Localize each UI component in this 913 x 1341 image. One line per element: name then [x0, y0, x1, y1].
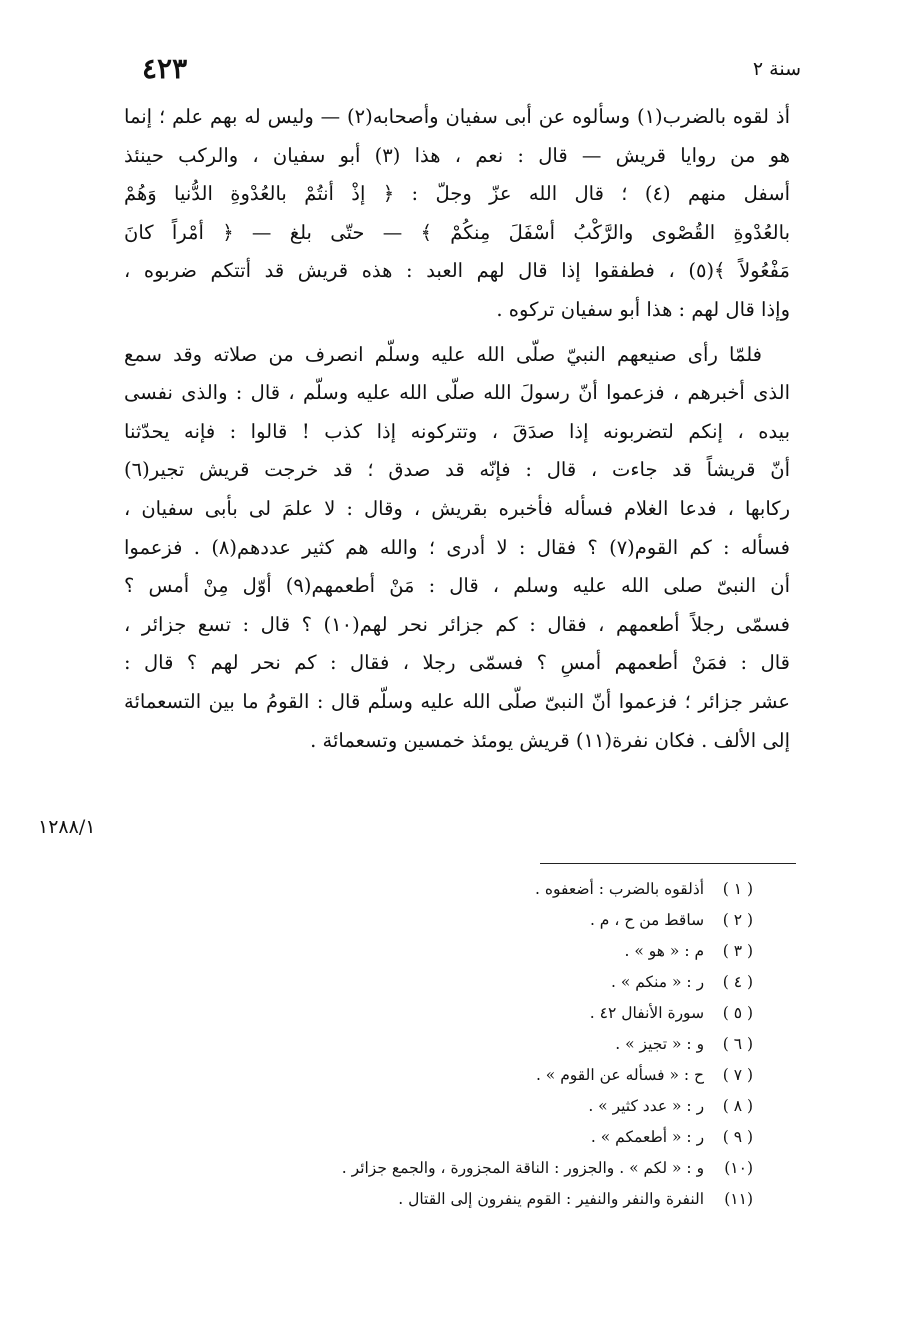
- text-line: بالعُدْوةِ القُصْوى والرَّكْبُ أسْفَلَ مِنكُمْ ﴾ — حتّى بلغ — ﴿ أمْراً كانَ: [124, 220, 790, 244]
- footnote-number: ( ١ ): [722, 880, 753, 898]
- footnote-item: [193, 998, 753, 1029]
- paragraph-2: [124, 336, 790, 761]
- main-text: [124, 98, 790, 760]
- footnote-number: ( ٨ ): [722, 1097, 753, 1115]
- footnote-number: (١١): [724, 1190, 753, 1208]
- footnote-text: النفرة والنفر والنفير : القوم ينفرون إلى القتال .: [398, 1190, 705, 1208]
- text-line: أنّ قريشاً قد جاءت ، قال : فإنّه قد صدق ؛ قد خرجت قريش تجير(٦): [124, 458, 790, 482]
- footnote-item: [193, 905, 753, 936]
- footnote-number: ( ٤ ): [722, 973, 753, 991]
- text-line: أن النبىّ صلى الله عليه وسلم ، قال : مَنْ أطعمهم(٩) أوّل مِنْ أمس ؟: [124, 574, 790, 598]
- footnote-number: ( ٢ ): [722, 911, 753, 929]
- footnotes: [193, 874, 753, 1215]
- text-line: قال : فمَنْ أطعمهم أمسِ ؟ فسمّى رجلا ، فقال : كم نحر لهم ؟ قال :: [124, 651, 790, 675]
- text-line: وإذا قال لهم : هذا أبو سفيان تركوه .: [496, 297, 790, 321]
- footnote-text: سورة الأنفال ٤٢ .: [589, 1004, 705, 1022]
- text-line: هو من روايا قريش — قال : نعم ، هذا (٣) أبو سفيان ، والركب حينئذ: [124, 143, 790, 167]
- footnote-text: و : « تجيز » .: [615, 1035, 705, 1053]
- footnote-text: ساقط من ح ، م .: [589, 911, 705, 929]
- footnote-text: ر : « أطعمكم » .: [590, 1128, 705, 1146]
- margin-reference: ١٢٨٨/١: [38, 816, 96, 838]
- text-line: مَفْعُولاً ﴾(٥) ، فطفقوا إذا قال لهم العبد : هذه قريش قد أتتكم ضربوه ،: [124, 259, 790, 283]
- footnote-text: ح : « فسأله عن القوم » .: [535, 1066, 705, 1084]
- text-line: فسمّى رجلاً أطعمهم ، فقال : كم جزائر نحر لهم(١٠) ؟ قال : تسع جزائر ،: [124, 612, 790, 636]
- footnote-number: ( ٣ ): [722, 942, 753, 960]
- text-line: أذ لقوه بالضرب(١) وسألوه عن أبى سفيان وأصحابه(٢) — وليس له بهم علم ؛ إنما: [124, 105, 790, 128]
- footnote-item: [193, 1122, 753, 1153]
- footnote-text: ر : « منكم » .: [610, 973, 705, 991]
- footnote-text: أذلقوه بالضرب : أضعفوه .: [535, 880, 705, 898]
- footnote-text: و : « لكم » . والجزور : الناقة المجزورة ، والجمع جزائر .: [341, 1159, 705, 1177]
- footnote-item: [193, 1184, 753, 1215]
- footnote-item: [193, 967, 753, 998]
- footnote-item: [193, 1029, 753, 1060]
- footnote-number: ( ٩ ): [722, 1128, 753, 1146]
- paragraph-1: [124, 98, 790, 330]
- text-line: عشر جزائر ؛ فزعموا أنّ النبىّ صلّى الله عليه وسلّم قال : القومُ ما بين التسعمائة: [124, 689, 790, 713]
- footnote-text: ر : « عدد كثير » .: [588, 1097, 705, 1115]
- footnote-divider: [540, 863, 796, 864]
- text-line: ركابها ، فدعا الغلام فسأله فأخبره بقريش ، وقال : لا علمَ لى بأبى سفيان ،: [124, 496, 790, 520]
- footnote-number: (١٠): [724, 1159, 753, 1177]
- footnote-number: ( ٥ ): [722, 1004, 753, 1022]
- text-line: أسفل منهم (٤) ؛ قال الله عزّ وجلّ : ﴿ إذْ أنتُمْ بالعُدْوةِ الدُّنيا وَهُمْ: [124, 182, 790, 206]
- footnote-item: [193, 874, 753, 905]
- text-line: الذى أخبرهم ، فزعموا أنّ رسولَ الله صلّى الله عليه وسلّم ، قال : والذى نفسى: [124, 381, 790, 405]
- footnote-item: [193, 1153, 753, 1184]
- running-head: سنة ٢: [752, 58, 801, 80]
- footnote-number: ( ٧ ): [722, 1066, 753, 1084]
- footnote-item: [193, 936, 753, 967]
- text-line: إلى الألف . فكان نفرة(١١) قريش يومئذ خمسين وتسعمائة .: [310, 728, 790, 752]
- text-line: بيده ، إنكم لتضربونه إذا صدَقَ ، وتتركونه إذا كذب ! قالوا : فإنه يحدّثنا: [124, 419, 790, 443]
- text-line: فسأله : كم القوم(٧) ؟ فقال : لا أدرى ؛ والله هم كثير عددهم(٨) . فزعموا: [124, 535, 790, 559]
- footnote-number: ( ٦ ): [722, 1035, 753, 1053]
- footnote-text: م : « هو » .: [624, 942, 705, 960]
- footnote-item: [193, 1091, 753, 1122]
- footnote-item: [193, 1060, 753, 1091]
- page-number: ٤٢٣: [142, 52, 188, 85]
- text-line: فلمّا رأى صنيعهم النبيّ صلّى الله عليه وسلّم انصرف من صلاته وقد سمع: [124, 342, 762, 366]
